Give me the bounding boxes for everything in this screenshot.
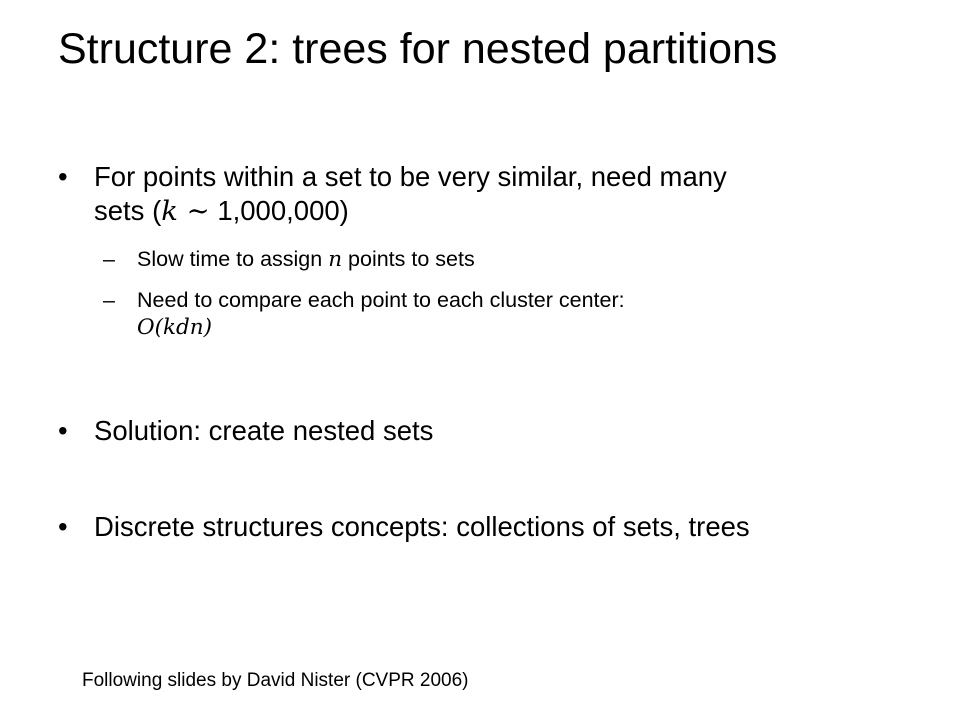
dash-icon: –: [103, 247, 115, 271]
text-fragment: Slow time to assign: [137, 247, 329, 271]
text-fragment: sets (: [94, 195, 162, 226]
bullet-icon: •: [58, 415, 68, 446]
footer-credit: Following slides by David Nister (CVPR 2006): [82, 670, 469, 691]
bullet-text: [94, 160, 894, 228]
bullet-text: Solution: create nested sets: [94, 415, 434, 446]
bullet-icon: •: [58, 511, 68, 542]
bullet-line-1: For points within a set to be very similar, need many: [94, 161, 727, 192]
dash-icon: –: [103, 288, 115, 312]
math-k-similar: k ∼: [161, 195, 210, 227]
bullet-line-2: [94, 194, 894, 228]
bullet-text: Discrete structures concepts: collections of sets, trees: [94, 511, 750, 542]
text-fragment: points to sets: [342, 247, 475, 271]
math-complexity: O(kdn): [137, 315, 213, 340]
sub-bullet-line-1: Need to compare each point to each cluster center:: [137, 288, 625, 312]
sub-bullet-text: [137, 286, 877, 342]
sub-bullet-text: [137, 245, 877, 274]
text-fragment: 1,000,000): [209, 195, 349, 226]
math-n: n: [328, 247, 343, 272]
slide-title: Structure 2: trees for nested partitions: [58, 25, 778, 73]
bullet-icon: •: [58, 161, 68, 192]
